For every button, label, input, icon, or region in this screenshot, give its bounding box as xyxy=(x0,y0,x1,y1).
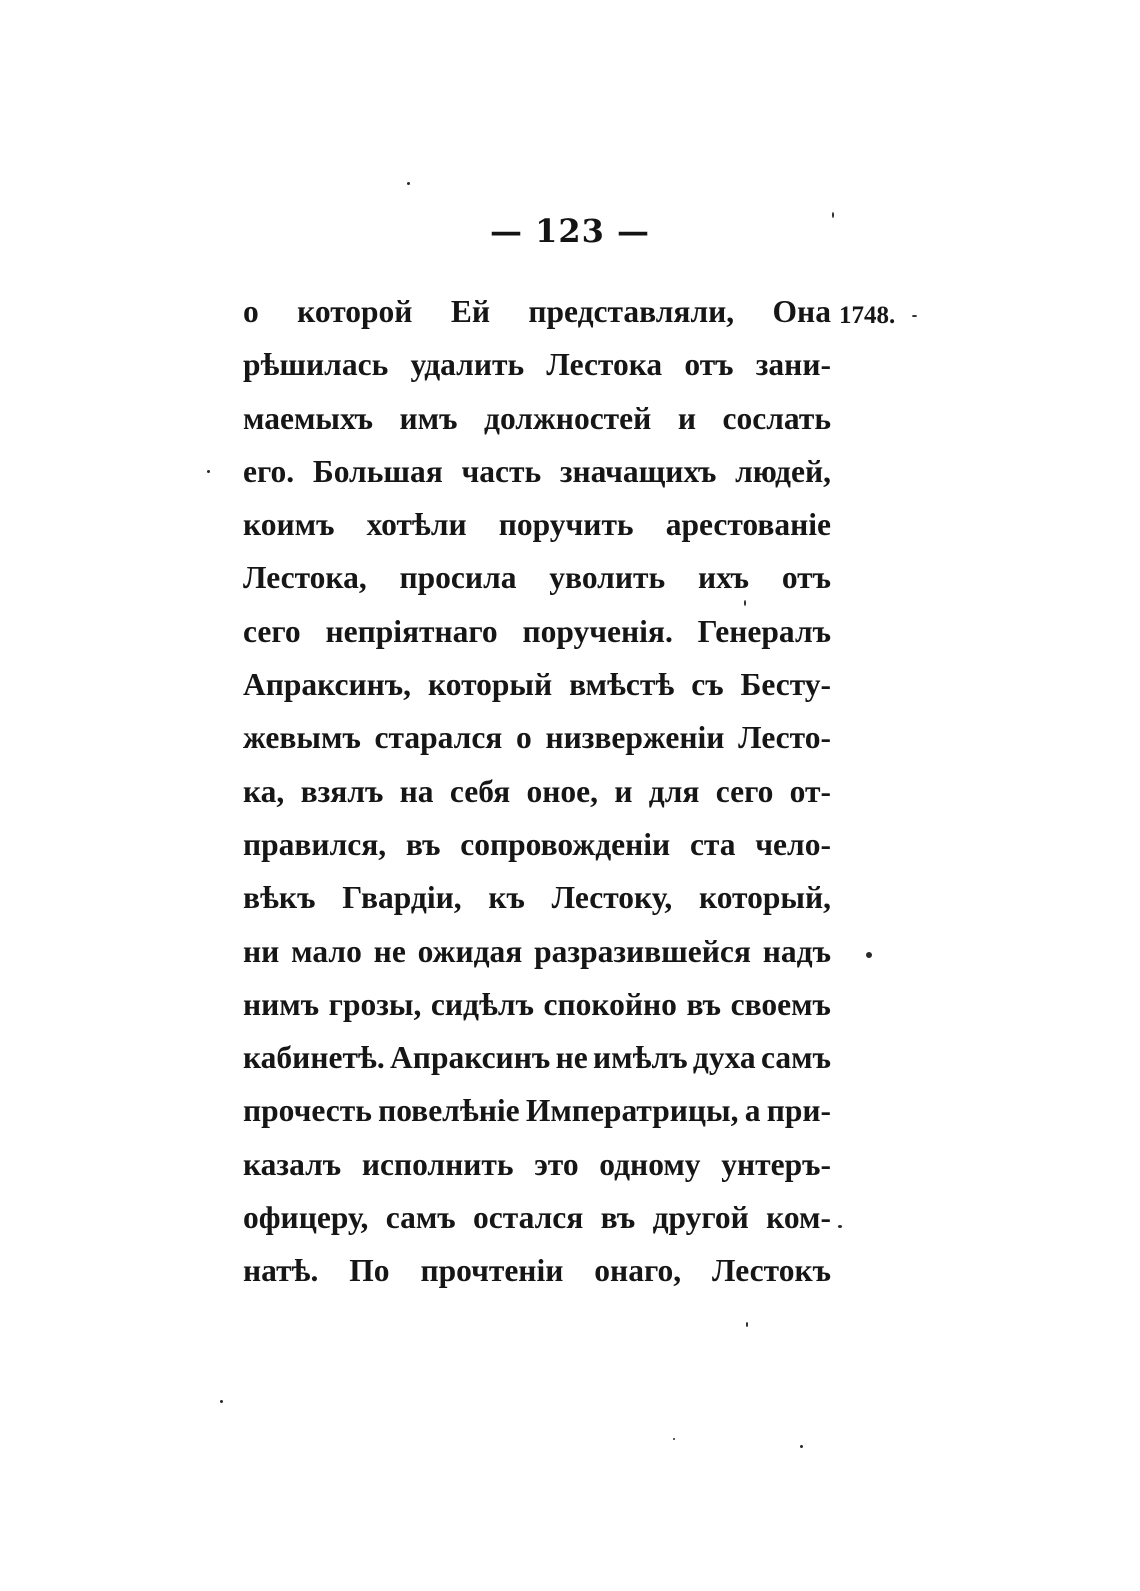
scan-speck xyxy=(838,1225,842,1228)
word: отъ xyxy=(781,560,831,596)
word: въ xyxy=(686,986,722,1022)
text-line xyxy=(243,612,831,665)
text-line xyxy=(243,505,831,558)
word: унтеръ- xyxy=(721,1146,831,1182)
text-line xyxy=(243,825,831,878)
text-line xyxy=(243,292,831,345)
word: себя xyxy=(449,773,511,809)
word: это xyxy=(534,1146,579,1182)
text-line xyxy=(243,1251,831,1304)
word: жевымъ xyxy=(243,720,361,756)
word: часть xyxy=(461,453,542,489)
word: ихъ xyxy=(697,560,750,596)
text-line xyxy=(243,345,831,398)
word: къ xyxy=(488,880,525,916)
word: духа xyxy=(692,1040,756,1076)
scan-speck xyxy=(866,952,872,958)
word: о xyxy=(243,294,259,329)
word: уволить xyxy=(549,560,666,596)
word: мало xyxy=(291,933,362,969)
word: ста xyxy=(689,826,736,862)
word: взялъ xyxy=(300,773,384,809)
word: имѣлъ xyxy=(593,1040,688,1076)
word: чело- xyxy=(755,826,831,862)
word: грозы, xyxy=(328,986,422,1022)
word: который, xyxy=(698,880,831,916)
word: его. xyxy=(243,453,295,489)
text-line xyxy=(243,399,831,452)
word: прочтеніи xyxy=(420,1253,564,1289)
word: на xyxy=(399,773,434,809)
word: представляли, xyxy=(528,294,735,329)
scan-speck xyxy=(800,1445,803,1448)
word: должностей xyxy=(484,400,652,436)
text-line xyxy=(243,452,831,505)
word: Императрицы, xyxy=(525,1093,739,1129)
word: не xyxy=(555,1040,588,1076)
word: самъ xyxy=(761,1040,831,1076)
word: Лестока, xyxy=(243,560,367,596)
scan-speck xyxy=(912,315,917,317)
word: сего xyxy=(715,773,774,809)
word: остался xyxy=(473,1200,584,1236)
word: старался xyxy=(374,720,503,756)
word: кабинетѣ. xyxy=(243,1040,385,1076)
word: коимъ xyxy=(243,507,335,543)
word: Бесту- xyxy=(740,667,831,703)
word: другой xyxy=(652,1200,749,1236)
word: просила xyxy=(399,560,517,596)
word: значащихъ xyxy=(559,453,717,489)
word: съ xyxy=(691,667,724,703)
text-line xyxy=(243,1198,831,1251)
text-line xyxy=(243,558,831,611)
word: Она xyxy=(772,294,831,329)
scan-speck xyxy=(673,1438,675,1440)
word: сидѣлъ xyxy=(430,986,534,1022)
text-line xyxy=(243,1145,831,1198)
word: при- xyxy=(766,1093,831,1129)
word: Большая xyxy=(312,453,443,489)
word: исполнить xyxy=(361,1146,514,1182)
word: вмѣстѣ xyxy=(569,667,675,703)
word: отъ xyxy=(684,347,734,383)
word: По xyxy=(349,1253,390,1289)
word: людей, xyxy=(735,453,831,489)
word: рѣшилась xyxy=(243,347,389,383)
scan-speck xyxy=(207,470,210,473)
word: спокойно xyxy=(543,986,677,1022)
word: для xyxy=(648,773,700,809)
word: Лестоку, xyxy=(551,880,673,916)
word: ком- xyxy=(766,1200,831,1236)
word: въ xyxy=(600,1200,636,1236)
text-line xyxy=(243,772,831,825)
word: сего xyxy=(243,613,301,649)
word: и xyxy=(614,773,633,809)
scan-speck xyxy=(220,1400,223,1403)
word: онаго, xyxy=(594,1253,682,1289)
word: Лесто- xyxy=(738,720,831,756)
word: оное, xyxy=(526,773,599,809)
word: которой xyxy=(297,294,413,329)
word: зани- xyxy=(755,347,831,383)
word: арестованіе xyxy=(665,507,831,543)
scan-speck xyxy=(744,600,746,606)
word: прочесть xyxy=(243,1093,372,1129)
word: удалить xyxy=(410,347,525,383)
word: своемъ xyxy=(730,986,831,1022)
word: не xyxy=(373,933,406,969)
word: имъ xyxy=(399,400,458,436)
word: разразившейся xyxy=(534,933,751,969)
word: повелѣніе xyxy=(378,1093,520,1129)
word: сопровожденіи xyxy=(460,826,671,862)
text-line xyxy=(243,878,831,931)
word: ни xyxy=(243,933,280,969)
word: и xyxy=(677,400,696,436)
word: Генералъ xyxy=(697,613,831,649)
word: надъ xyxy=(762,933,831,969)
word: Апраксинъ, xyxy=(243,667,412,703)
scan-speck xyxy=(407,182,410,185)
word: ка, xyxy=(243,773,285,809)
word: от- xyxy=(789,773,831,809)
page-number: — 123 — xyxy=(489,212,651,250)
text-line xyxy=(243,985,831,1038)
word: Гвардіи, xyxy=(342,880,462,916)
word: одному xyxy=(599,1146,701,1182)
text-line xyxy=(243,665,831,718)
word: а xyxy=(744,1093,761,1129)
word: который xyxy=(428,667,553,703)
word: Апраксинъ xyxy=(390,1040,551,1076)
text-line xyxy=(243,932,831,985)
word: порученія. xyxy=(522,613,673,649)
word: поручить xyxy=(498,507,634,543)
word: сослать xyxy=(722,400,831,436)
scan-speck xyxy=(832,212,834,218)
word: Лестокъ xyxy=(712,1253,831,1289)
word: въ xyxy=(405,826,441,862)
text-line xyxy=(243,1091,831,1144)
word: Ей xyxy=(450,294,490,329)
text-line xyxy=(243,718,831,771)
word: натѣ. xyxy=(243,1253,319,1289)
word: Лестока xyxy=(546,347,663,383)
word: ожидая xyxy=(417,933,523,969)
word: офицеру, xyxy=(243,1200,369,1236)
word: правился, xyxy=(243,826,387,862)
scan-speck xyxy=(746,1322,748,1327)
word: о xyxy=(516,720,532,756)
body-text xyxy=(243,292,831,1305)
word: вѣкъ xyxy=(243,880,316,916)
word: низверженіи xyxy=(545,720,725,756)
word: маемыхъ xyxy=(243,400,373,436)
text-line xyxy=(243,1038,831,1091)
margin-year-note: 1748. xyxy=(839,302,896,329)
word: хотѣли xyxy=(366,507,467,543)
word: нимъ xyxy=(243,986,320,1022)
word: самъ xyxy=(385,1200,456,1236)
word: казалъ xyxy=(243,1146,342,1182)
word: непріятнаго xyxy=(325,613,498,649)
